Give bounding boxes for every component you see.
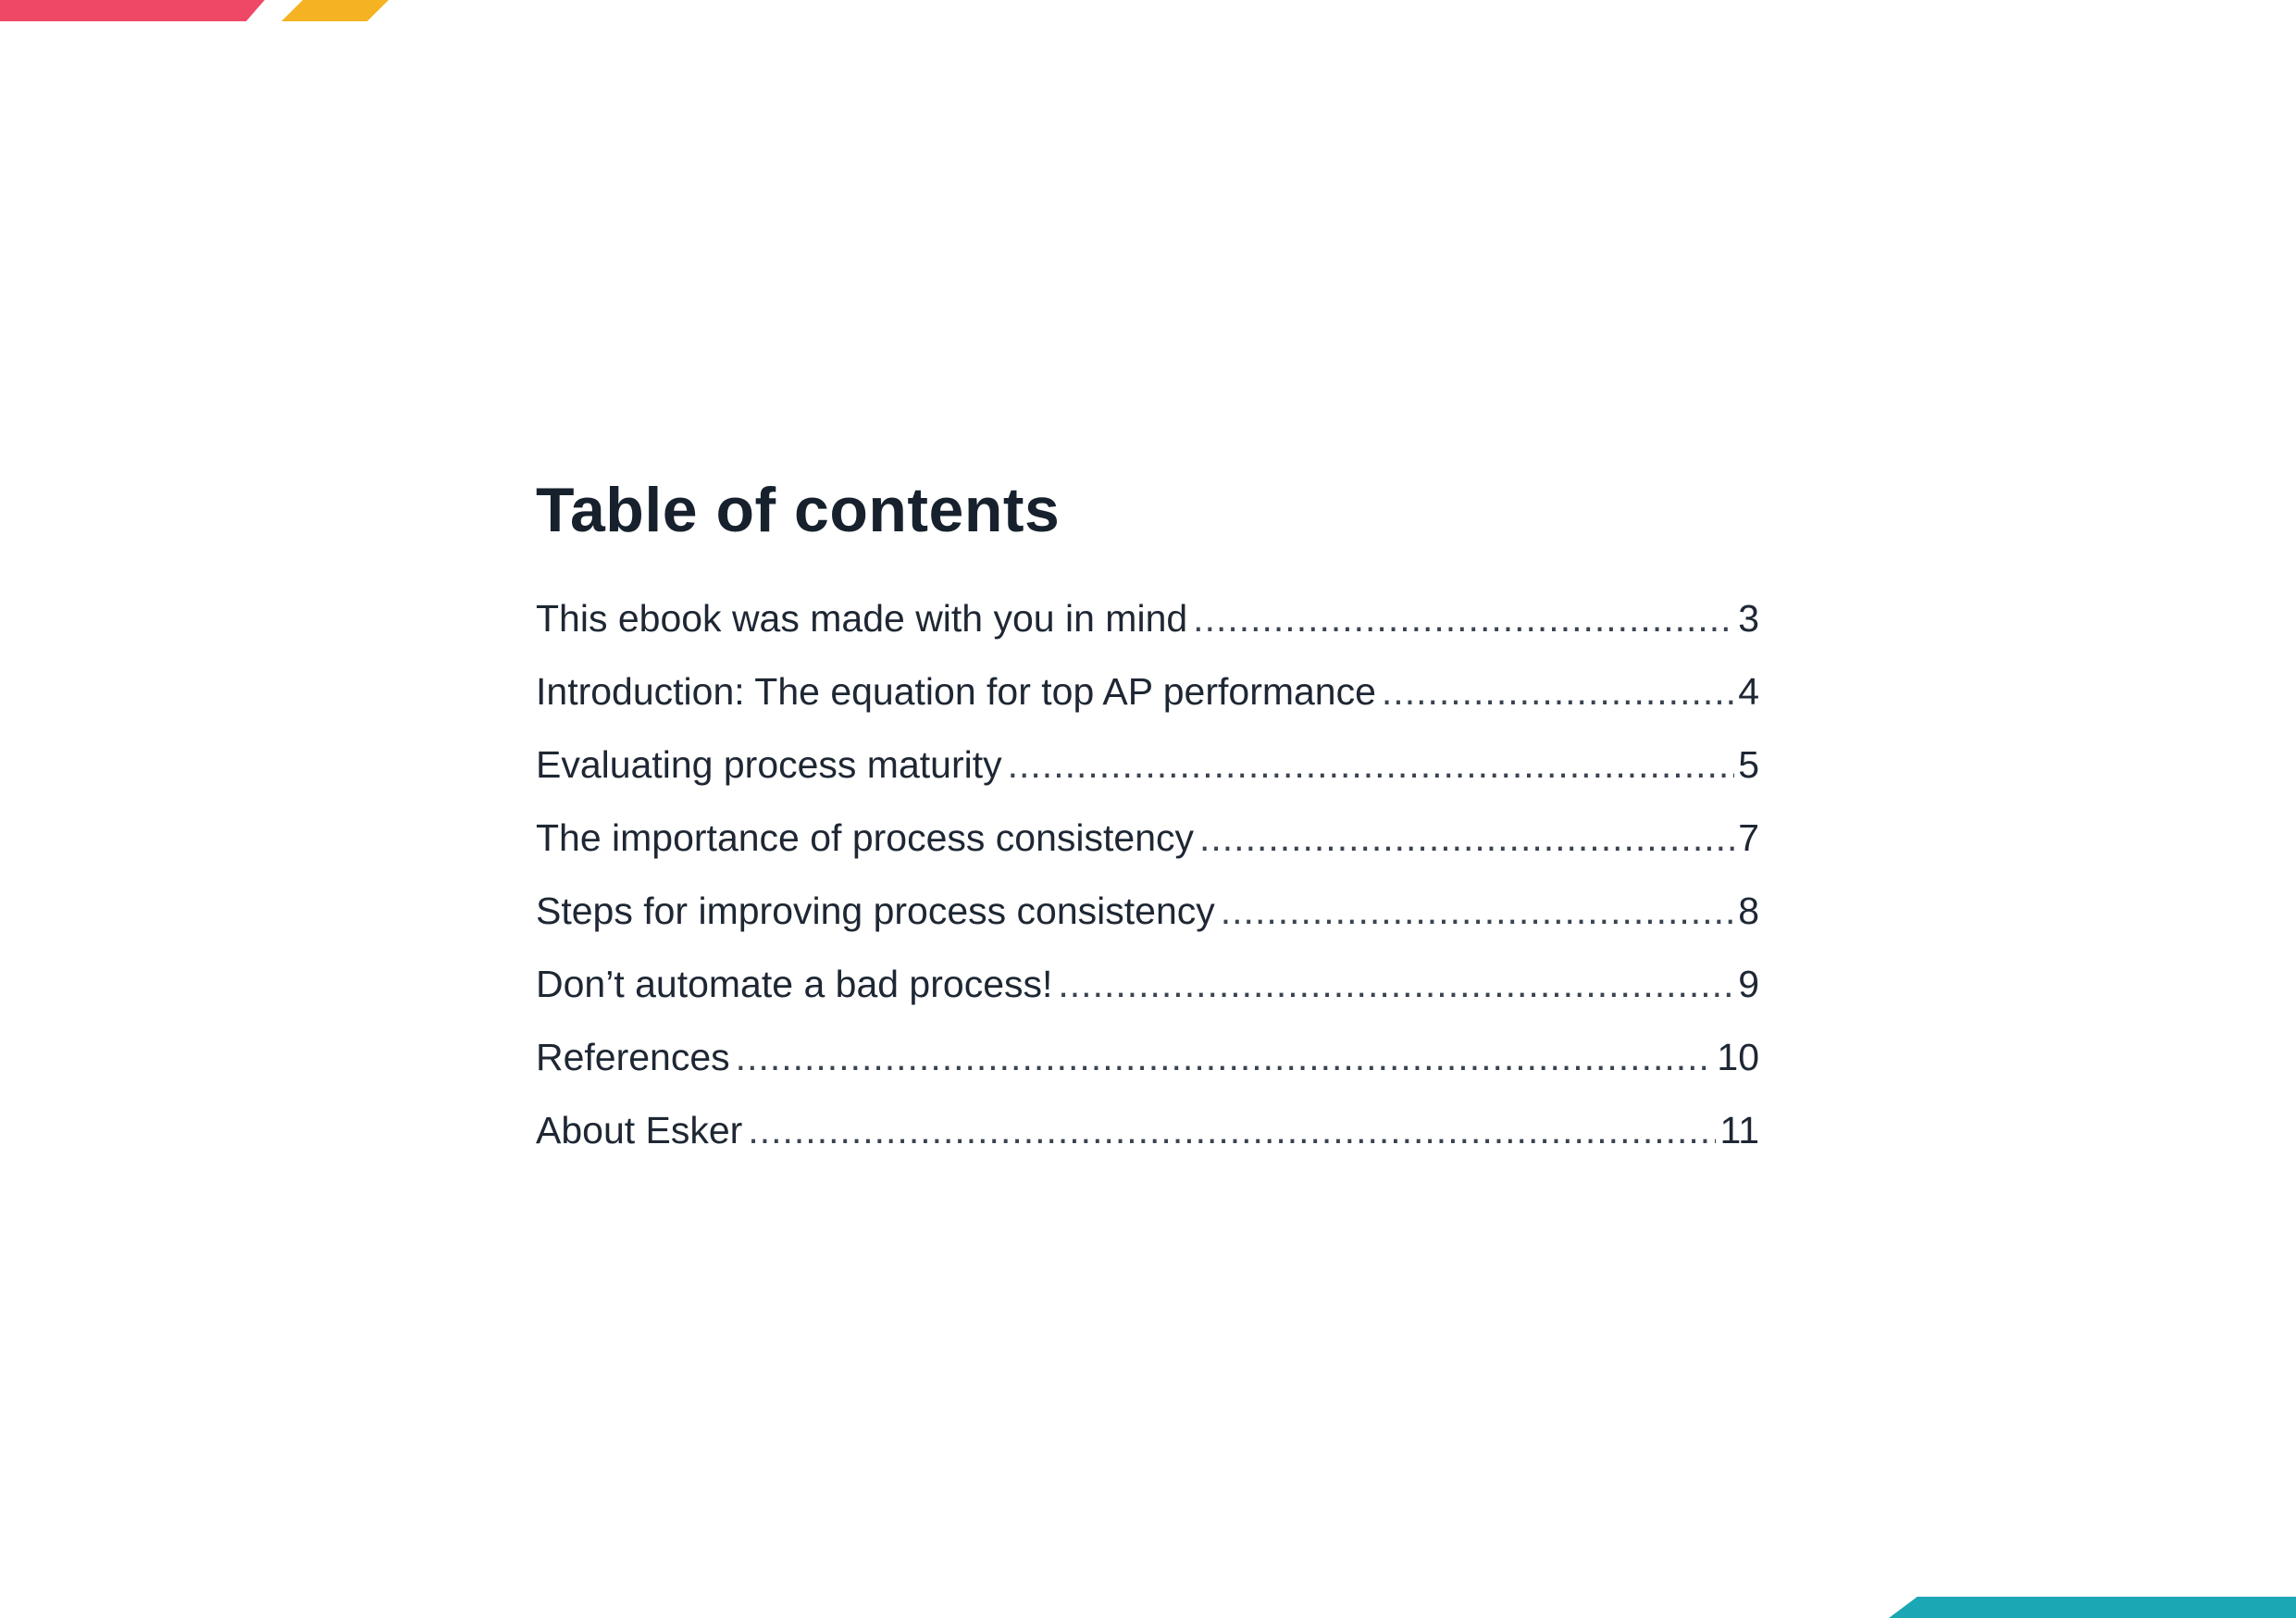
toc-entry-label: References bbox=[536, 1036, 730, 1078]
toc-entry-references[interactable] bbox=[536, 1021, 1759, 1094]
toc-page-number: 3 bbox=[1738, 597, 1759, 640]
toc-dot-leader bbox=[1221, 875, 1734, 948]
toc-list bbox=[536, 582, 1759, 1167]
toc-dot-leader bbox=[736, 1021, 1714, 1094]
toc-entry-evaluating-maturity[interactable] bbox=[536, 728, 1759, 802]
toc-entry-dont-automate[interactable] bbox=[536, 948, 1759, 1021]
toc-page-number: 9 bbox=[1738, 963, 1759, 1005]
toc-entry-label: Steps for improving process consistency bbox=[536, 890, 1215, 932]
toc-dot-leader bbox=[1382, 655, 1734, 728]
toc-entry-label: This ebook was made with you in mind bbox=[536, 597, 1188, 640]
toc-entry-introduction[interactable] bbox=[536, 655, 1759, 728]
toc-dot-leader bbox=[1199, 802, 1734, 875]
corner-accent-yellow bbox=[281, 0, 389, 21]
toc-page-number: 8 bbox=[1738, 890, 1759, 932]
toc-page-number: 4 bbox=[1738, 670, 1759, 713]
toc-dot-leader bbox=[748, 1094, 1716, 1167]
toc-entry-ebook-made-with-you[interactable] bbox=[536, 582, 1759, 655]
table-of-contents bbox=[536, 467, 1759, 1167]
toc-page-number: 10 bbox=[1717, 1036, 1759, 1078]
toc-entry-steps-improving[interactable] bbox=[536, 875, 1759, 948]
page-title: Table of contents bbox=[536, 475, 1061, 545]
corner-accent-teal bbox=[1889, 1597, 2296, 1618]
toc-entry-label: About Esker bbox=[536, 1109, 743, 1151]
toc-entry-importance-consistency[interactable] bbox=[536, 802, 1759, 875]
toc-entry-label: The importance of process consistency bbox=[536, 816, 1194, 859]
toc-entry-label: Don’t automate a bad process! bbox=[536, 963, 1053, 1005]
corner-accent-red bbox=[0, 0, 265, 21]
toc-entry-label: Evaluating process maturity bbox=[536, 743, 1002, 786]
toc-dot-leader bbox=[1008, 728, 1735, 802]
toc-page-number: 7 bbox=[1738, 816, 1759, 859]
toc-page-number: 11 bbox=[1719, 1109, 1759, 1151]
toc-entry-label: Introduction: The equation for top AP performance bbox=[536, 670, 1376, 713]
toc-page-number: 5 bbox=[1738, 743, 1759, 786]
toc-entry-about-esker[interactable] bbox=[536, 1094, 1759, 1167]
toc-dot-leader bbox=[1058, 948, 1734, 1021]
toc-dot-leader bbox=[1193, 582, 1734, 655]
